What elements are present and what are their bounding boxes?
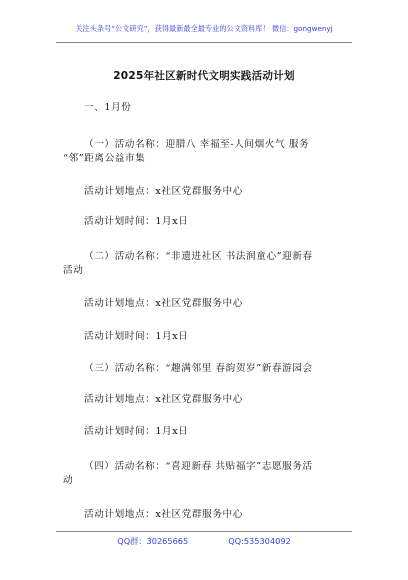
- footer-divider: [56, 531, 352, 532]
- activity-3-name: （三）活动名称：“趣满邻里 春韵贺岁”新春游园会: [84, 363, 313, 374]
- activity-2-time: 活动计划时间：1月x日: [84, 331, 189, 342]
- document-title: 2025年社区新时代文明实践活动计划: [113, 70, 295, 82]
- footer-contact: [0, 536, 408, 547]
- activity-2-place: 活动计划地点：x社区党群服务中心: [84, 298, 243, 309]
- section-heading-january: 一、1月份: [84, 102, 132, 113]
- activity-1-name: （一）活动名称：迎腊八 幸福至-人间烟火气 服务: [84, 139, 310, 150]
- activity-4-name-cont: 动: [63, 475, 74, 486]
- activity-3-time: 活动计划时间：1月x日: [84, 426, 189, 437]
- activity-2-name: （二）活动名称：“非遗进社区 书法润童心”迎新春: [84, 251, 313, 262]
- activity-1-place: 活动计划地点：x社区党群服务中心: [84, 186, 243, 197]
- header-notice: 关注头条号“公文研究”，获得最新最全最专业的公文资料库！ 微信：gongwenyj: [75, 24, 333, 33]
- activity-1-time: 活动计划时间：1月x日: [84, 216, 189, 227]
- activity-3-place: 活动计划地点：x社区党群服务中心: [84, 394, 243, 405]
- footer-qq-group: QQ群：30265665: [117, 536, 189, 546]
- activity-1-name-cont: “邻”距离公益市集: [63, 153, 146, 164]
- footer-qq: QQ:535304092: [228, 536, 291, 546]
- header-divider: [56, 42, 352, 43]
- activity-4-place: 活动计划地点：x社区党群服务中心: [84, 509, 243, 520]
- activity-2-name-cont: 活动: [63, 265, 84, 276]
- activity-4-name: （四）活动名称：“喜迎新春 共贴福字”志愿服务活: [84, 461, 313, 472]
